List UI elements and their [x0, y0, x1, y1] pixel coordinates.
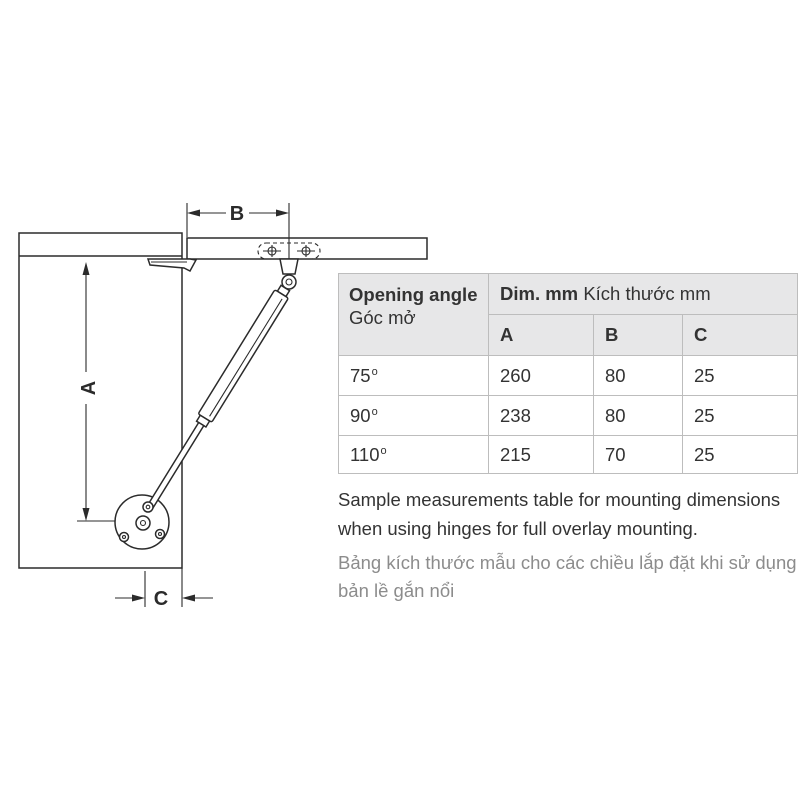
value-c-cell: 25	[683, 356, 798, 396]
opening-angle-label: Opening angle	[349, 284, 478, 305]
dimension-label-vi: Kích thước mm	[583, 283, 711, 304]
caption-vietnamese-line: bản lề gắn nổi	[338, 580, 455, 601]
base-pivot	[143, 502, 153, 512]
arrow-left-icon	[182, 595, 195, 602]
value-b-cell: 80	[594, 356, 683, 396]
caption-english-line: Sample measurements table for mounting dimensions	[338, 489, 781, 510]
degree-mark: o	[371, 405, 378, 418]
base-mounting-plate	[115, 495, 169, 549]
table-row	[339, 436, 798, 474]
angle-cell	[339, 396, 489, 436]
screw-hole-icon	[120, 533, 129, 542]
caption-vietnamese-line: Bảng kích thước mẫu cho các chiều lắp đặt khi sử dụng	[338, 552, 797, 573]
lid-panel	[187, 238, 427, 259]
angle-cell	[339, 436, 489, 474]
arrow-right-icon	[276, 210, 289, 217]
value-a-cell: 238	[489, 396, 594, 436]
dimension-label: Dim. mm	[500, 283, 579, 304]
table-row	[339, 356, 798, 396]
dimension-c	[115, 568, 213, 610]
column-header-c: C	[683, 315, 798, 356]
base-hub	[136, 516, 150, 530]
table-header-row	[339, 274, 798, 315]
angle-value: 75	[350, 364, 371, 386]
dimension-b-label: B	[229, 203, 245, 225]
angle-value: 110	[350, 443, 380, 465]
value-a-cell: 260	[489, 356, 594, 396]
dimension-a-label: A	[78, 380, 100, 396]
opening-angle-header	[339, 274, 489, 356]
lid-pivot	[282, 275, 296, 289]
dimensions-table	[338, 273, 798, 474]
arrow-right-icon	[132, 595, 145, 602]
caption-english-line: when using hinges for full overlay mounting.	[338, 518, 698, 539]
caption-english	[338, 485, 780, 543]
angle-value: 90	[350, 404, 371, 426]
degree-mark: o	[371, 365, 378, 378]
table-row	[339, 396, 798, 436]
caption-vietnamese	[338, 549, 797, 605]
value-a-cell: 215	[489, 436, 594, 474]
arrow-left-icon	[187, 210, 200, 217]
degree-mark: o	[380, 444, 387, 457]
opening-angle-label-vi: Góc mở	[349, 307, 416, 328]
value-c-cell: 25	[683, 436, 798, 474]
screw-hole-icon	[156, 530, 165, 539]
column-header-b: B	[594, 315, 683, 356]
dimension-header	[489, 274, 798, 315]
dimension-c-label: C	[153, 588, 169, 610]
lid-pivot-bracket	[280, 259, 298, 274]
value-b-cell: 70	[594, 436, 683, 474]
value-b-cell: 80	[594, 396, 683, 436]
column-header-a: A	[489, 315, 594, 356]
strut-cylinder-highlight	[210, 299, 283, 416]
value-c-cell: 25	[683, 396, 798, 436]
angle-cell	[339, 356, 489, 396]
